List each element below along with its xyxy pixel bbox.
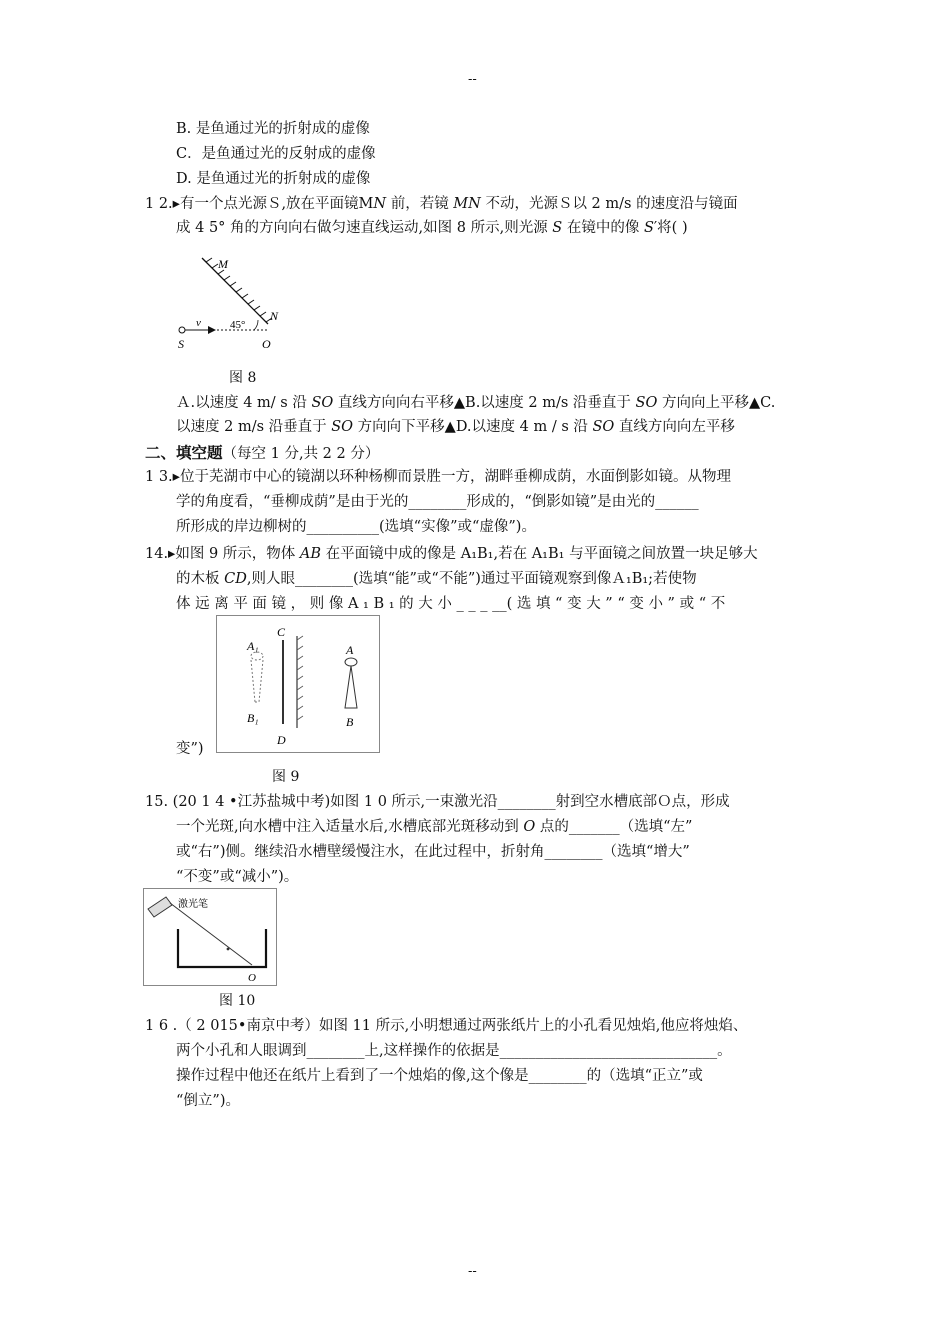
q14-line-4: 变”)	[176, 741, 204, 757]
label-d: D	[277, 733, 286, 747]
section-2-note: （每空 1 分,共 2 2 分）	[222, 446, 380, 462]
label-angle: 45°	[230, 319, 246, 331]
q13-line-3: 所形成的岸边柳树的__________(选填“实像”或“虚像”)。	[176, 519, 536, 535]
board-mirror-diagram	[217, 616, 379, 752]
label-a1: A₁	[247, 639, 259, 653]
label-a: A	[346, 643, 354, 657]
label-b1: B₁	[247, 711, 259, 725]
water-tank	[178, 929, 266, 967]
figure-8-caption: 图 8	[229, 370, 257, 386]
q13-line-1: 1 3.▸位于芜湖市中心的镜湖以环种杨柳而景胜一方，湖畔垂柳成荫，水面倒影如镜。从物理	[145, 469, 731, 485]
label-laser-pen: 激光笔	[178, 899, 208, 910]
angle-arc	[254, 320, 258, 330]
figure-10-caption: 图 10	[219, 993, 256, 1009]
label-n: N	[270, 309, 279, 323]
q11-option-d: D. 是鱼通过光的折射成的虚像	[176, 171, 371, 187]
figure-10	[143, 888, 277, 986]
object-top	[345, 658, 357, 666]
q16-line-2: 两个小孔和人眼调到________上,这样操作的依据是______________________________。	[176, 1043, 732, 1059]
label-c: C	[277, 625, 286, 639]
velocity-arrow	[208, 326, 216, 334]
q16-line-3: 操作过程中他还在纸片上看到了一个烛焰的像,这个像是________的（选填“正立”或	[176, 1068, 703, 1084]
object-body	[345, 666, 357, 708]
q12-options-1: Ａ.以速度 4 m/ s 沿 𝑆𝑂 直线方向向右平移▲B.以速度 2 m/s 沿垂直于 𝑆𝑂 方向向上平移▲C.	[176, 395, 776, 411]
figure-9	[216, 615, 380, 753]
q12-line-1: 1 2.▸有一个点光源Ｓ,放在平面镜M𝑁 前，若镜 𝑀𝑁 不动，光源Ｓ以 2 m/s 的速度沿与镜面	[145, 196, 738, 212]
q12-line-2: 成 4 5° 角的方向向右做匀速直线运动,如图 8 所示,则光源 𝑆 在镜中的像 𝑆′将( )	[176, 220, 688, 236]
mirror-line	[202, 258, 268, 324]
section-2-title: 二、填空题	[145, 444, 223, 462]
source-point	[179, 327, 185, 333]
figure-8	[170, 248, 290, 358]
laser-pen	[148, 897, 172, 917]
q15-line-2: 一个光斑,向水槽中注入适量水后,水槽底部光斑移动到 𝑂 点的_______（选填“左”	[176, 819, 693, 835]
q15-line-3: 或“右”)侧。继续沿水槽壁缓慢注水，在此过程中，折射角________（选填“增大”	[176, 844, 690, 860]
mirror-diagram	[170, 248, 290, 358]
label-o: O	[262, 337, 271, 351]
q13-line-2: 学的角度看，“垂柳成荫”是由于光的________形成的，“倒影如镜”是由光的______	[176, 494, 699, 510]
q14-line-3: 体 远 离 平 面 镜 ， 则 像 A ₁ B ₁ 的 大 小 _ _ _ __( 选 填 “ 变 大 ” “ 变 小 ” 或 “ 不	[176, 596, 726, 612]
label-s: S	[178, 337, 184, 351]
mirror-hatching	[206, 258, 272, 322]
laser-tank-diagram	[144, 889, 276, 985]
q16-line-4: “倒立”)。	[176, 1093, 240, 1109]
page-footer: --	[468, 1264, 477, 1279]
label-v: v	[196, 317, 201, 329]
figure-9-caption: 图 9	[272, 769, 300, 785]
laser-beam	[170, 903, 252, 965]
label-o-point: O	[248, 972, 256, 984]
label-m: M	[218, 257, 228, 271]
q11-option-c: C．是鱼通过光的反射成的虚像	[176, 146, 376, 162]
label-b: B	[346, 715, 354, 729]
section-2-heading	[145, 441, 379, 463]
q15-line-1: 15. (20 1 4 •江苏盐城中考)如图 1 0 所示,一束激光沿________射到空水槽底部Ｏ点，形成	[145, 794, 730, 810]
q16-line-1: 1 6 .（ 2 015•南京中考）如图 11 所示,小明想通过两张纸片上的小孔看见烛焰,他应将烛焰、	[145, 1018, 748, 1034]
page-header: --	[468, 72, 477, 87]
q14-line-2: 的木板 𝐶𝐷,则人眼________(选填“能”或“不能”)通过平面镜观察到像Ａ₁B₁;若使物	[176, 571, 697, 587]
q15-line-4: “不变”或“减小”)。	[176, 869, 299, 885]
image-top	[251, 652, 263, 660]
q11-option-b: B. 是鱼通过光的折射成的虚像	[176, 121, 370, 137]
q12-options-2: 以速度 2 m/s 沿垂直于 𝑆𝑂 方向向下平移▲D.以速度 4 m / s 沿 𝑆𝑂 直线方向向左平移	[176, 419, 735, 435]
q14-line-1: 14.▸如图 9 所示，物体 𝐴𝐵 在平面镜中成的像是 A₁B₁,若在 A₁B₁ 与平面镜之间放置一块足够大	[145, 546, 758, 562]
